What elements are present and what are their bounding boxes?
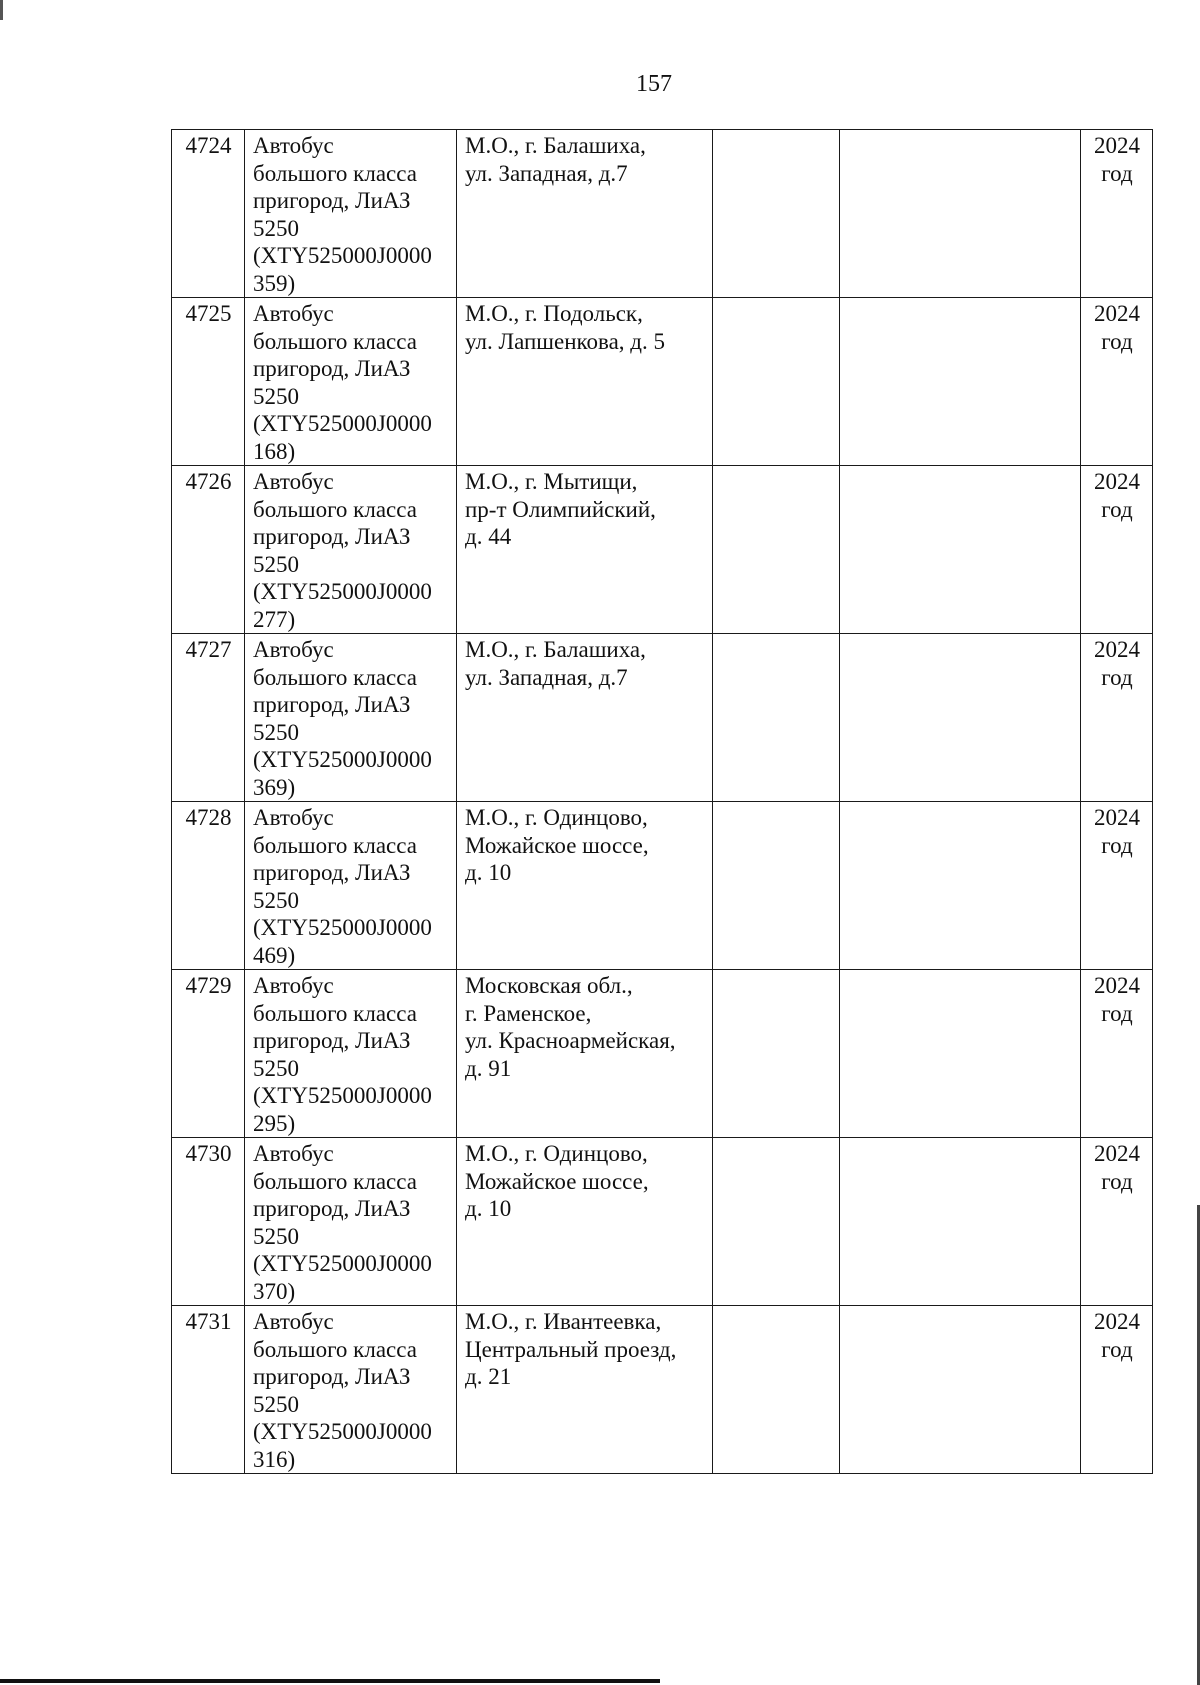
empty-cell	[713, 1138, 840, 1306]
table-row	[172, 1306, 1153, 1474]
empty-cell	[713, 1306, 840, 1474]
record-number-cell: 4726	[172, 466, 245, 634]
address-line: Центральный проезд,	[465, 1336, 677, 1362]
address-cell	[457, 298, 713, 466]
vehicle-description-line: Автобус	[253, 637, 334, 662]
year-line: год	[1101, 328, 1133, 354]
address-line: д. 10	[465, 1196, 512, 1221]
vehicle-description-line: 277)	[253, 606, 296, 632]
page-number: 157	[636, 71, 672, 97]
empty-cell	[840, 1138, 1081, 1306]
vehicle-description-line: 5250	[253, 1391, 299, 1417]
vehicle-description-line: Автобус	[253, 805, 334, 830]
year-line: год	[1101, 160, 1133, 186]
vehicle-description-line: пригород, ЛиАЗ	[253, 524, 411, 549]
vehicle-description-line: Автобус	[253, 133, 334, 158]
address-cell	[457, 130, 713, 298]
vehicle-description-line: (XTY525000J0000	[253, 579, 432, 604]
vehicle-description-line: пригород, ЛиАЗ	[253, 692, 411, 717]
year-cell	[1081, 298, 1153, 466]
vehicle-description-cell	[245, 1138, 457, 1306]
empty-cell	[713, 634, 840, 802]
address-cell	[457, 970, 713, 1138]
address-line: г. Раменское,	[465, 1000, 592, 1026]
vehicle-description-line: пригород, ЛиАЗ	[253, 188, 411, 213]
vehicle-description-line: пригород, ЛиАЗ	[253, 1028, 411, 1053]
address-line: д. 91	[465, 1055, 512, 1081]
empty-cell	[713, 466, 840, 634]
address-line: пр-т Олимпийский,	[465, 496, 656, 522]
vehicle-description-line: (XTY525000J0000	[253, 243, 432, 268]
year-line: год	[1101, 664, 1133, 690]
vehicle-description-line: большого класса	[253, 664, 417, 690]
year-line: 2024	[1094, 637, 1140, 662]
address-line: М.О., г. Балашиха,	[465, 637, 646, 662]
vehicle-description-line: пригород, ЛиАЗ	[253, 860, 411, 885]
year-line: год	[1101, 832, 1133, 858]
vehicle-description-line: большого класса	[253, 328, 417, 354]
vehicle-description-line: пригород, ЛиАЗ	[253, 1196, 411, 1221]
vehicle-description-line: 295)	[253, 1110, 296, 1136]
empty-cell	[713, 970, 840, 1138]
address-cell	[457, 1138, 713, 1306]
empty-cell	[713, 130, 840, 298]
address-line: М.О., г. Одинцово,	[465, 1141, 648, 1166]
vehicle-description-cell	[245, 298, 457, 466]
record-number-cell: 4728	[172, 802, 245, 970]
record-number-cell: 4724	[172, 130, 245, 298]
address-line: Можайское шоссе,	[465, 832, 649, 858]
year-line: год	[1101, 496, 1133, 522]
year-line: 2024	[1094, 133, 1140, 158]
record-number-cell: 4725	[172, 298, 245, 466]
address-cell	[457, 1306, 713, 1474]
vehicle-description-line: (XTY525000J0000	[253, 1083, 432, 1108]
year-cell	[1081, 1306, 1153, 1474]
address-line: ул. Западная, д.7	[465, 160, 628, 186]
table-row	[172, 802, 1153, 970]
vehicle-description-line: 469)	[253, 942, 296, 968]
vehicle-description-line: 370)	[253, 1278, 296, 1304]
vehicle-description-line: большого класса	[253, 1000, 417, 1026]
year-cell	[1081, 634, 1153, 802]
address-line: ул. Западная, д.7	[465, 664, 628, 690]
table-row	[172, 466, 1153, 634]
address-line: д. 10	[465, 860, 512, 885]
bottom-scan-rule	[0, 1679, 660, 1683]
vehicle-description-line: 5250	[253, 1223, 299, 1249]
record-number-cell: 4731	[172, 1306, 245, 1474]
table-row	[172, 970, 1153, 1138]
empty-cell	[840, 1306, 1081, 1474]
address-line: М.О., г. Балашиха,	[465, 133, 646, 158]
empty-cell	[840, 130, 1081, 298]
year-line: 2024	[1094, 805, 1140, 830]
address-cell	[457, 634, 713, 802]
year-line: год	[1101, 1168, 1133, 1194]
year-cell	[1081, 1138, 1153, 1306]
year-line: 2024	[1094, 973, 1140, 998]
year-line: год	[1101, 1336, 1133, 1362]
vehicle-description-line: Автобус	[253, 1309, 334, 1334]
vehicle-description-line: 5250	[253, 887, 299, 913]
empty-cell	[840, 802, 1081, 970]
address-line: М.О., г. Мытищи,	[465, 469, 638, 494]
year-cell	[1081, 970, 1153, 1138]
address-line: ул. Красноармейская,	[465, 1028, 676, 1053]
vehicle-description-line: большого класса	[253, 160, 417, 186]
empty-cell	[840, 466, 1081, 634]
address-cell	[457, 466, 713, 634]
vehicle-registry-table	[171, 129, 1153, 1474]
table-row	[172, 298, 1153, 466]
vehicle-description-line: (XTY525000J0000	[253, 747, 432, 772]
address-cell	[457, 802, 713, 970]
address-line: д. 21	[465, 1364, 512, 1389]
empty-cell	[840, 634, 1081, 802]
record-number-cell: 4729	[172, 970, 245, 1138]
vehicle-description-line: 5250	[253, 383, 299, 409]
vehicle-description-line: большого класса	[253, 832, 417, 858]
vehicle-description-line: 369)	[253, 774, 296, 800]
vehicle-description-cell	[245, 970, 457, 1138]
vehicle-description-line: большого класса	[253, 1336, 417, 1362]
vehicle-description-line: пригород, ЛиАЗ	[253, 1364, 411, 1389]
vehicle-description-cell	[245, 130, 457, 298]
year-line: 2024	[1094, 1309, 1140, 1334]
registry-table-body	[172, 130, 1153, 1474]
vehicle-description-line: Автобус	[253, 973, 334, 998]
vehicle-description-cell	[245, 1306, 457, 1474]
vehicle-description-line: большого класса	[253, 1168, 417, 1194]
vehicle-description-line: (XTY525000J0000	[253, 1419, 432, 1444]
empty-cell	[840, 970, 1081, 1138]
record-number-cell: 4727	[172, 634, 245, 802]
table-row	[172, 1138, 1153, 1306]
vehicle-description-line: (XTY525000J0000	[253, 1251, 432, 1276]
empty-cell	[713, 298, 840, 466]
year-cell	[1081, 802, 1153, 970]
vehicle-description-line: 359)	[253, 270, 296, 296]
address-line: Московская обл.,	[465, 973, 633, 998]
year-cell	[1081, 466, 1153, 634]
address-line: д. 44	[465, 524, 512, 549]
address-line: М.О., г. Одинцово,	[465, 805, 648, 830]
vehicle-description-line: 5250	[253, 719, 299, 745]
vehicle-description-line: Автобус	[253, 301, 334, 326]
empty-cell	[713, 802, 840, 970]
year-line: 2024	[1094, 1141, 1140, 1166]
table-row	[172, 130, 1153, 298]
vehicle-description-cell	[245, 634, 457, 802]
vehicle-description-line: 168)	[253, 438, 296, 464]
vehicle-description-line: (XTY525000J0000	[253, 411, 432, 436]
vehicle-description-line: 5250	[253, 551, 299, 577]
vehicle-description-line: большого класса	[253, 496, 417, 522]
address-line: М.О., г. Ивантеевка,	[465, 1309, 662, 1334]
table-row	[172, 634, 1153, 802]
vehicle-description-line: пригород, ЛиАЗ	[253, 356, 411, 381]
year-line: 2024	[1094, 301, 1140, 326]
vehicle-description-line: Автобус	[253, 469, 334, 494]
scan-edge-mark	[0, 0, 3, 20]
address-line: М.О., г. Подольск,	[465, 301, 643, 326]
year-line: 2024	[1094, 469, 1140, 494]
address-line: Можайское шоссе,	[465, 1168, 649, 1194]
empty-cell	[840, 298, 1081, 466]
vehicle-description-line: (XTY525000J0000	[253, 915, 432, 940]
record-number-cell: 4730	[172, 1138, 245, 1306]
year-line: год	[1101, 1000, 1133, 1026]
vehicle-description-line: 316)	[253, 1446, 296, 1472]
vehicle-description-line: 5250	[253, 1055, 299, 1081]
vehicle-description-line: 5250	[253, 215, 299, 241]
address-line: ул. Лапшенкова, д. 5	[465, 328, 665, 354]
vehicle-description-line: Автобус	[253, 1141, 334, 1166]
vehicle-description-cell	[245, 466, 457, 634]
vehicle-description-cell	[245, 802, 457, 970]
year-cell	[1081, 130, 1153, 298]
